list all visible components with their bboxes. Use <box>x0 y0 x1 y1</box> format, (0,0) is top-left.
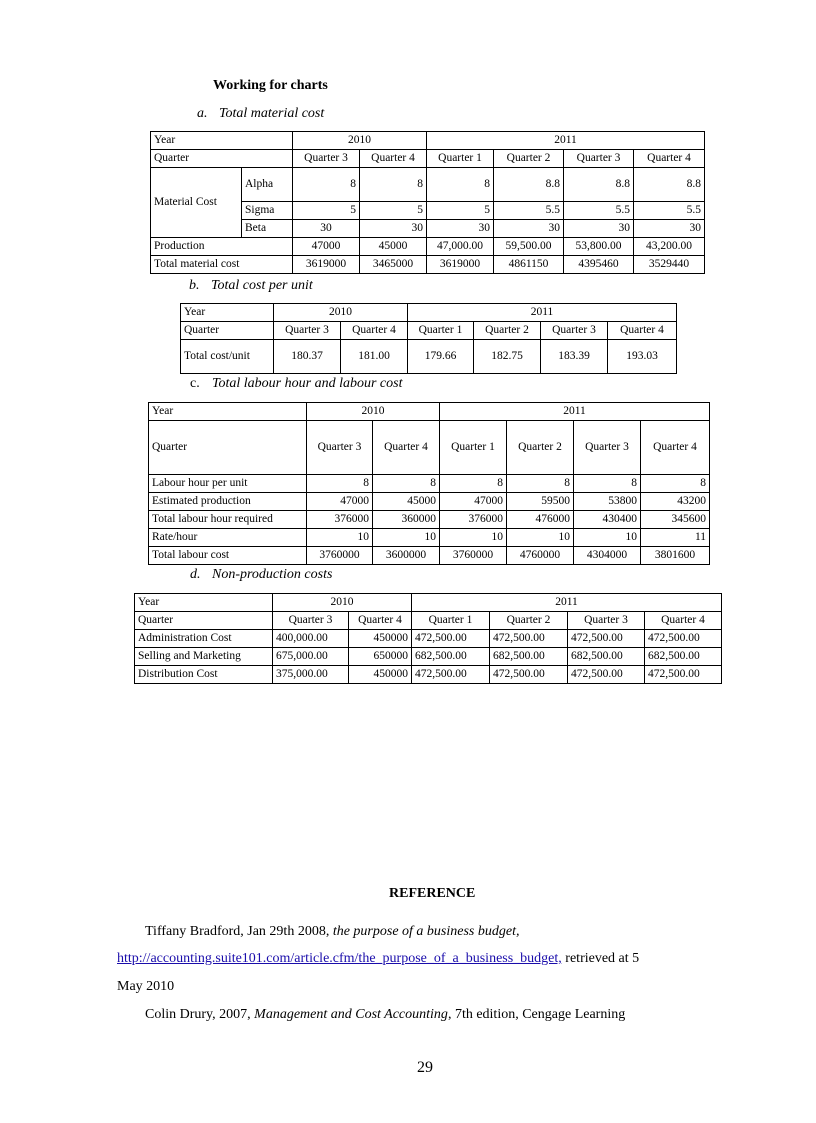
year-label: Year <box>135 594 273 612</box>
table-row <box>151 150 705 168</box>
reference-1-link[interactable]: http://accounting.suite101.com/article.cfm/the_purpose_of_a_business_budget, <box>117 951 562 966</box>
table-cell: 375,000.00 <box>273 666 349 684</box>
table-cell: 181.00 <box>341 340 408 374</box>
table-row <box>135 648 722 666</box>
table-cell: 47,000.00 <box>427 238 494 256</box>
table-row <box>151 256 705 274</box>
table-cell: 10 <box>507 529 574 547</box>
table-cell: 5.5 <box>494 202 564 220</box>
row-label: Selling and Marketing <box>135 648 273 666</box>
header-cell: Quarter 4 <box>634 150 705 168</box>
table-cell: 472,500.00 <box>490 666 568 684</box>
year-2011: 2011 <box>440 403 710 421</box>
table-row <box>151 168 705 202</box>
quarter-label: Quarter <box>151 150 293 168</box>
section-b-text: Total cost per unit <box>211 278 313 293</box>
section-a-label: a. <box>197 106 208 121</box>
reference-1-line2 <box>117 949 737 968</box>
header-cell: Quarter 4 <box>349 612 412 630</box>
quarter-label: Quarter <box>135 612 273 630</box>
section-a-text: Total material cost <box>219 106 325 121</box>
table-cell: 8 <box>641 475 710 493</box>
section-heading: Working for charts <box>213 78 328 93</box>
reference-2 <box>145 1005 745 1024</box>
table-cell: 45000 <box>373 493 440 511</box>
table-row <box>151 132 705 150</box>
table-row <box>149 475 710 493</box>
year-2010: 2010 <box>293 132 427 150</box>
row-label: Estimated production <box>149 493 307 511</box>
table-row <box>151 238 705 256</box>
table-cell: 8.8 <box>564 168 634 202</box>
row-label: Total material cost <box>151 256 293 274</box>
table-cell: 180.37 <box>274 340 341 374</box>
header-cell: Quarter 2 <box>490 612 568 630</box>
table-row <box>181 322 677 340</box>
table-cell: 30 <box>293 220 360 238</box>
table-cell: 30 <box>634 220 705 238</box>
section-c-label: c. <box>190 376 200 391</box>
year-label: Year <box>181 304 274 322</box>
section-b-title <box>189 278 313 294</box>
table-row <box>149 529 710 547</box>
table-cell: 472,500.00 <box>568 666 645 684</box>
labour-table <box>148 402 710 565</box>
table-cell: 3529440 <box>634 256 705 274</box>
table-cell: 3801600 <box>641 547 710 565</box>
table-cell: 183.39 <box>541 340 608 374</box>
table-cell: 450000 <box>349 666 412 684</box>
row-label: Production <box>151 238 293 256</box>
table-cell: 472,500.00 <box>412 630 490 648</box>
header-cell: Quarter 3 <box>568 612 645 630</box>
section-a-title <box>197 106 324 122</box>
table-cell: 30 <box>494 220 564 238</box>
table-cell: 47000 <box>440 493 507 511</box>
table-cell: 8 <box>307 475 373 493</box>
table-cell: 682,500.00 <box>568 648 645 666</box>
table-cell: 8.8 <box>634 168 705 202</box>
cost-per-unit-table <box>180 303 677 374</box>
table-cell: 8 <box>507 475 574 493</box>
header-cell: Quarter 4 <box>641 421 710 475</box>
row-label: Sigma <box>242 202 293 220</box>
reference-2-publisher: , 7th edition, Cengage Learning <box>447 1007 626 1022</box>
reference-1-author: Tiffany Bradford, Jan 29th 2008, <box>145 924 333 939</box>
row-label: Beta <box>242 220 293 238</box>
table-cell: 10 <box>574 529 641 547</box>
table-cell: 4760000 <box>507 547 574 565</box>
header-cell: Quarter 3 <box>541 322 608 340</box>
reference-1-line3: May 2010 <box>117 979 175 994</box>
table-cell: 5 <box>360 202 427 220</box>
table-cell: 59,500.00 <box>494 238 564 256</box>
quarter-label: Quarter <box>181 322 274 340</box>
year-2010: 2010 <box>273 594 412 612</box>
header-cell: Quarter 4 <box>373 421 440 475</box>
page-number: 29 <box>417 1059 433 1076</box>
table-cell: 400,000.00 <box>273 630 349 648</box>
year-2011: 2011 <box>427 132 705 150</box>
table-cell: 450000 <box>349 630 412 648</box>
table-cell: 476000 <box>507 511 574 529</box>
header-cell: Quarter 4 <box>360 150 427 168</box>
year-2010: 2010 <box>307 403 440 421</box>
table-cell: 10 <box>440 529 507 547</box>
section-d-title <box>190 567 332 583</box>
table-cell: 472,500.00 <box>645 630 722 648</box>
reference-2-title: Management and Cost Accounting <box>254 1007 448 1022</box>
table-cell: 53,800.00 <box>564 238 634 256</box>
table-cell: 8 <box>574 475 641 493</box>
header-cell: Quarter 4 <box>645 612 722 630</box>
table-cell: 3619000 <box>293 256 360 274</box>
table-cell: 4395460 <box>564 256 634 274</box>
row-label: Alpha <box>242 168 293 202</box>
header-cell: Quarter 1 <box>427 150 494 168</box>
table-cell: 179.66 <box>408 340 474 374</box>
header-cell: Quarter 2 <box>507 421 574 475</box>
header-cell: Quarter 3 <box>293 150 360 168</box>
table-cell: 10 <box>307 529 373 547</box>
table-row <box>149 421 710 475</box>
table-cell: 472,500.00 <box>568 630 645 648</box>
table-cell: 682,500.00 <box>645 648 722 666</box>
table-cell: 5.5 <box>634 202 705 220</box>
table-cell: 8 <box>293 168 360 202</box>
table-cell: 8 <box>360 168 427 202</box>
table-cell: 10 <box>373 529 440 547</box>
section-d-label: d. <box>190 567 201 582</box>
row-label: Rate/hour <box>149 529 307 547</box>
header-cell: Quarter 4 <box>341 322 408 340</box>
table-cell: 3760000 <box>440 547 507 565</box>
table-cell: 4861150 <box>494 256 564 274</box>
table-row <box>149 511 710 529</box>
table-cell: 47000 <box>293 238 360 256</box>
table-row <box>135 630 722 648</box>
row-label: Labour hour per unit <box>149 475 307 493</box>
table-cell: 5 <box>293 202 360 220</box>
header-cell: Quarter 2 <box>494 150 564 168</box>
header-cell: Quarter 2 <box>474 322 541 340</box>
reference-1-retrieved: retrieved at 5 <box>561 951 640 966</box>
header-cell: Quarter 3 <box>274 322 341 340</box>
row-label: Total labour cost <box>149 547 307 565</box>
table-cell: 650000 <box>349 648 412 666</box>
header-cell: Quarter 3 <box>564 150 634 168</box>
row-label: Total labour hour required <box>149 511 307 529</box>
reference-title: REFERENCE <box>389 886 476 901</box>
table-cell: 30 <box>564 220 634 238</box>
reference-2-author: Colin Drury, 2007, <box>145 1007 255 1022</box>
section-c-text: Total labour hour and labour cost <box>212 376 403 391</box>
table-cell: 682,500.00 <box>412 648 490 666</box>
header-cell: Quarter 1 <box>440 421 507 475</box>
row-label: Administration Cost <box>135 630 273 648</box>
material-cost-label: Material Cost <box>151 168 242 238</box>
table-cell: 3600000 <box>373 547 440 565</box>
table-cell: 675,000.00 <box>273 648 349 666</box>
table-cell: 30 <box>360 220 427 238</box>
table-cell: 360000 <box>373 511 440 529</box>
table-row <box>149 547 710 565</box>
table-cell: 8 <box>373 475 440 493</box>
year-label: Year <box>151 132 293 150</box>
table-row <box>149 493 710 511</box>
table-cell: 43200 <box>641 493 710 511</box>
section-c-title <box>190 376 402 392</box>
table-cell: 59500 <box>507 493 574 511</box>
table-cell: 376000 <box>307 511 373 529</box>
table-cell: 430400 <box>574 511 641 529</box>
header-cell: Quarter 4 <box>608 322 677 340</box>
table-cell: 30 <box>427 220 494 238</box>
header-cell: Quarter 1 <box>412 612 490 630</box>
table-cell: 3760000 <box>307 547 373 565</box>
section-b-label: b. <box>189 278 200 293</box>
table-cell: 182.75 <box>474 340 541 374</box>
year-2011: 2011 <box>412 594 722 612</box>
year-2010: 2010 <box>274 304 408 322</box>
table-cell: 472,500.00 <box>645 666 722 684</box>
table-row <box>181 340 677 374</box>
table-cell: 472,500.00 <box>412 666 490 684</box>
table-cell: 3619000 <box>427 256 494 274</box>
table-row <box>181 304 677 322</box>
table-row <box>135 612 722 630</box>
table-cell: 193.03 <box>608 340 677 374</box>
header-cell: Quarter 3 <box>307 421 373 475</box>
table-cell: 345600 <box>641 511 710 529</box>
table-cell: 376000 <box>440 511 507 529</box>
table-cell: 5 <box>427 202 494 220</box>
table-cell: 682,500.00 <box>490 648 568 666</box>
section-d-text: Non-production costs <box>212 567 333 582</box>
quarter-label: Quarter <box>149 421 307 475</box>
table-cell: 11 <box>641 529 710 547</box>
material-cost-table <box>150 131 705 274</box>
table-row <box>135 666 722 684</box>
row-label: Distribution Cost <box>135 666 273 684</box>
header-cell: Quarter 1 <box>408 322 474 340</box>
header-cell: Quarter 3 <box>574 421 641 475</box>
reference-1 <box>145 922 735 941</box>
table-cell: 3465000 <box>360 256 427 274</box>
non-production-table <box>134 593 722 684</box>
table-cell: 5.5 <box>564 202 634 220</box>
table-row <box>135 594 722 612</box>
table-cell: 8.8 <box>494 168 564 202</box>
table-cell: 53800 <box>574 493 641 511</box>
year-2011: 2011 <box>408 304 677 322</box>
table-row <box>149 403 710 421</box>
reference-1-title: the purpose of a business budget, <box>332 924 520 939</box>
table-cell: 4304000 <box>574 547 641 565</box>
table-cell: 8 <box>440 475 507 493</box>
table-cell: 45000 <box>360 238 427 256</box>
table-cell: 43,200.00 <box>634 238 705 256</box>
header-cell: Quarter 3 <box>273 612 349 630</box>
row-label: Total cost/unit <box>181 340 274 374</box>
year-label: Year <box>149 403 307 421</box>
table-cell: 8 <box>427 168 494 202</box>
table-cell: 472,500.00 <box>490 630 568 648</box>
table-cell: 47000 <box>307 493 373 511</box>
